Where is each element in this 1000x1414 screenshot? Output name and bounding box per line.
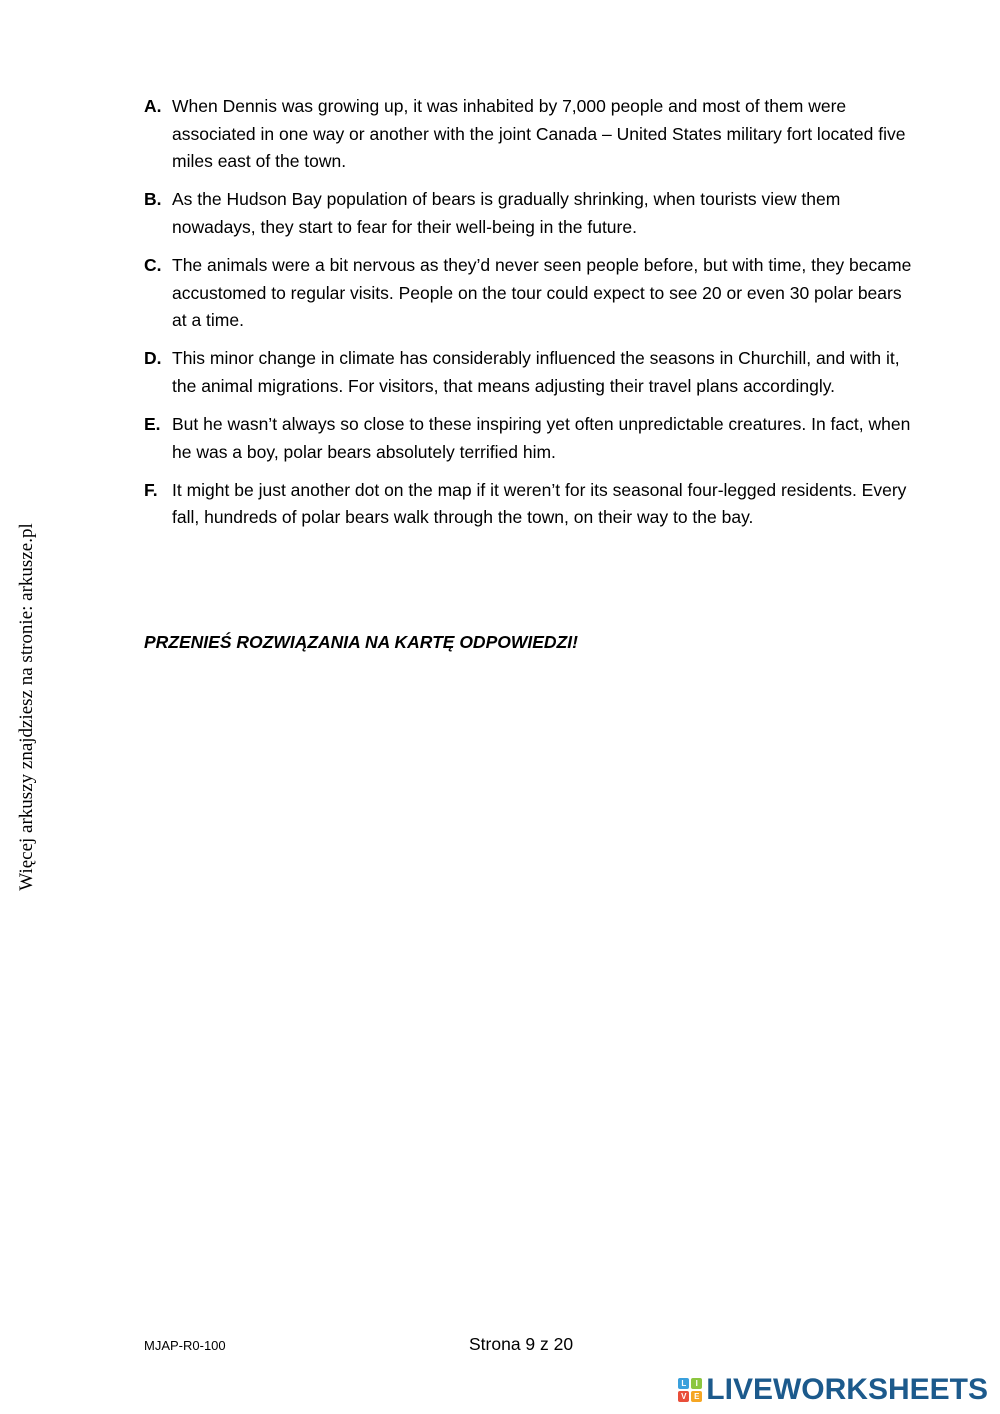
option-letter: D.: [144, 348, 162, 369]
option-letter: C.: [144, 254, 162, 275]
option-e: [144, 411, 914, 466]
option-d: [144, 345, 914, 400]
logo-letter: L: [678, 1378, 689, 1389]
vertical-watermark-note: Więcej arkuszy znajdziesz na stronie: arkusze.pl: [16, 523, 37, 891]
option-letter: B.: [144, 189, 162, 210]
option-text: It might be just another dot on the map if it weren’t for its seasonal four-legged residents. Every fall, hundreds of polar bears walk through the town, on their way to the bay.: [172, 479, 907, 528]
option-text: This minor change in climate has considerably influenced the seasons in Churchill, and with it, the animal migrations. For visitors, that means adjusting their travel plans accordingly.: [172, 348, 900, 396]
option-letter: E.: [144, 413, 161, 434]
option-text: The animals were a bit nervous as they’d never seen people before, but with time, they became accustomed to regular visits. People on the tour could expect to see 20 or even 30 polar bears at a time.: [172, 254, 912, 331]
option-f: [144, 477, 914, 532]
option-text: But he wasn’t always so close to these inspiring yet often unpredictable creatures. In fact, when he was a boy, polar bears absolutely terrified him.: [172, 413, 911, 462]
logo-letter: V: [678, 1391, 689, 1402]
option-letter: F.: [144, 479, 158, 500]
logo-letter: I: [691, 1378, 702, 1389]
liveworksheets-logo-icon: [678, 1378, 702, 1402]
option-a: [144, 93, 914, 176]
option-b: [144, 186, 914, 241]
option-letter: A.: [144, 96, 162, 116]
exam-code: MJAP-R0-100: [144, 1338, 226, 1353]
answer-options-list: [144, 93, 914, 542]
option-text: When Dennis was growing up, it was inhabited by 7,000 people and most of them were associated in one way or another with the joint Canada – United States military fort located five miles east of the town.: [172, 96, 906, 172]
logo-letter: E: [691, 1391, 702, 1402]
option-c: [144, 252, 914, 335]
liveworksheets-brand: [678, 1374, 988, 1406]
option-text: As the Hudson Bay population of bears is gradually shrinking, when tourists view them nowadays, they start to fear for their well-being in the future.: [172, 189, 841, 237]
page-number: Strona 9 z 20: [469, 1334, 574, 1354]
liveworksheets-wordmark: LIVEWORKSHEETS: [706, 1373, 988, 1406]
transfer-answers-instruction: PRZENIEŚ ROZWIĄZANIA NA KARTĘ ODPOWIEDZI!: [144, 632, 578, 652]
